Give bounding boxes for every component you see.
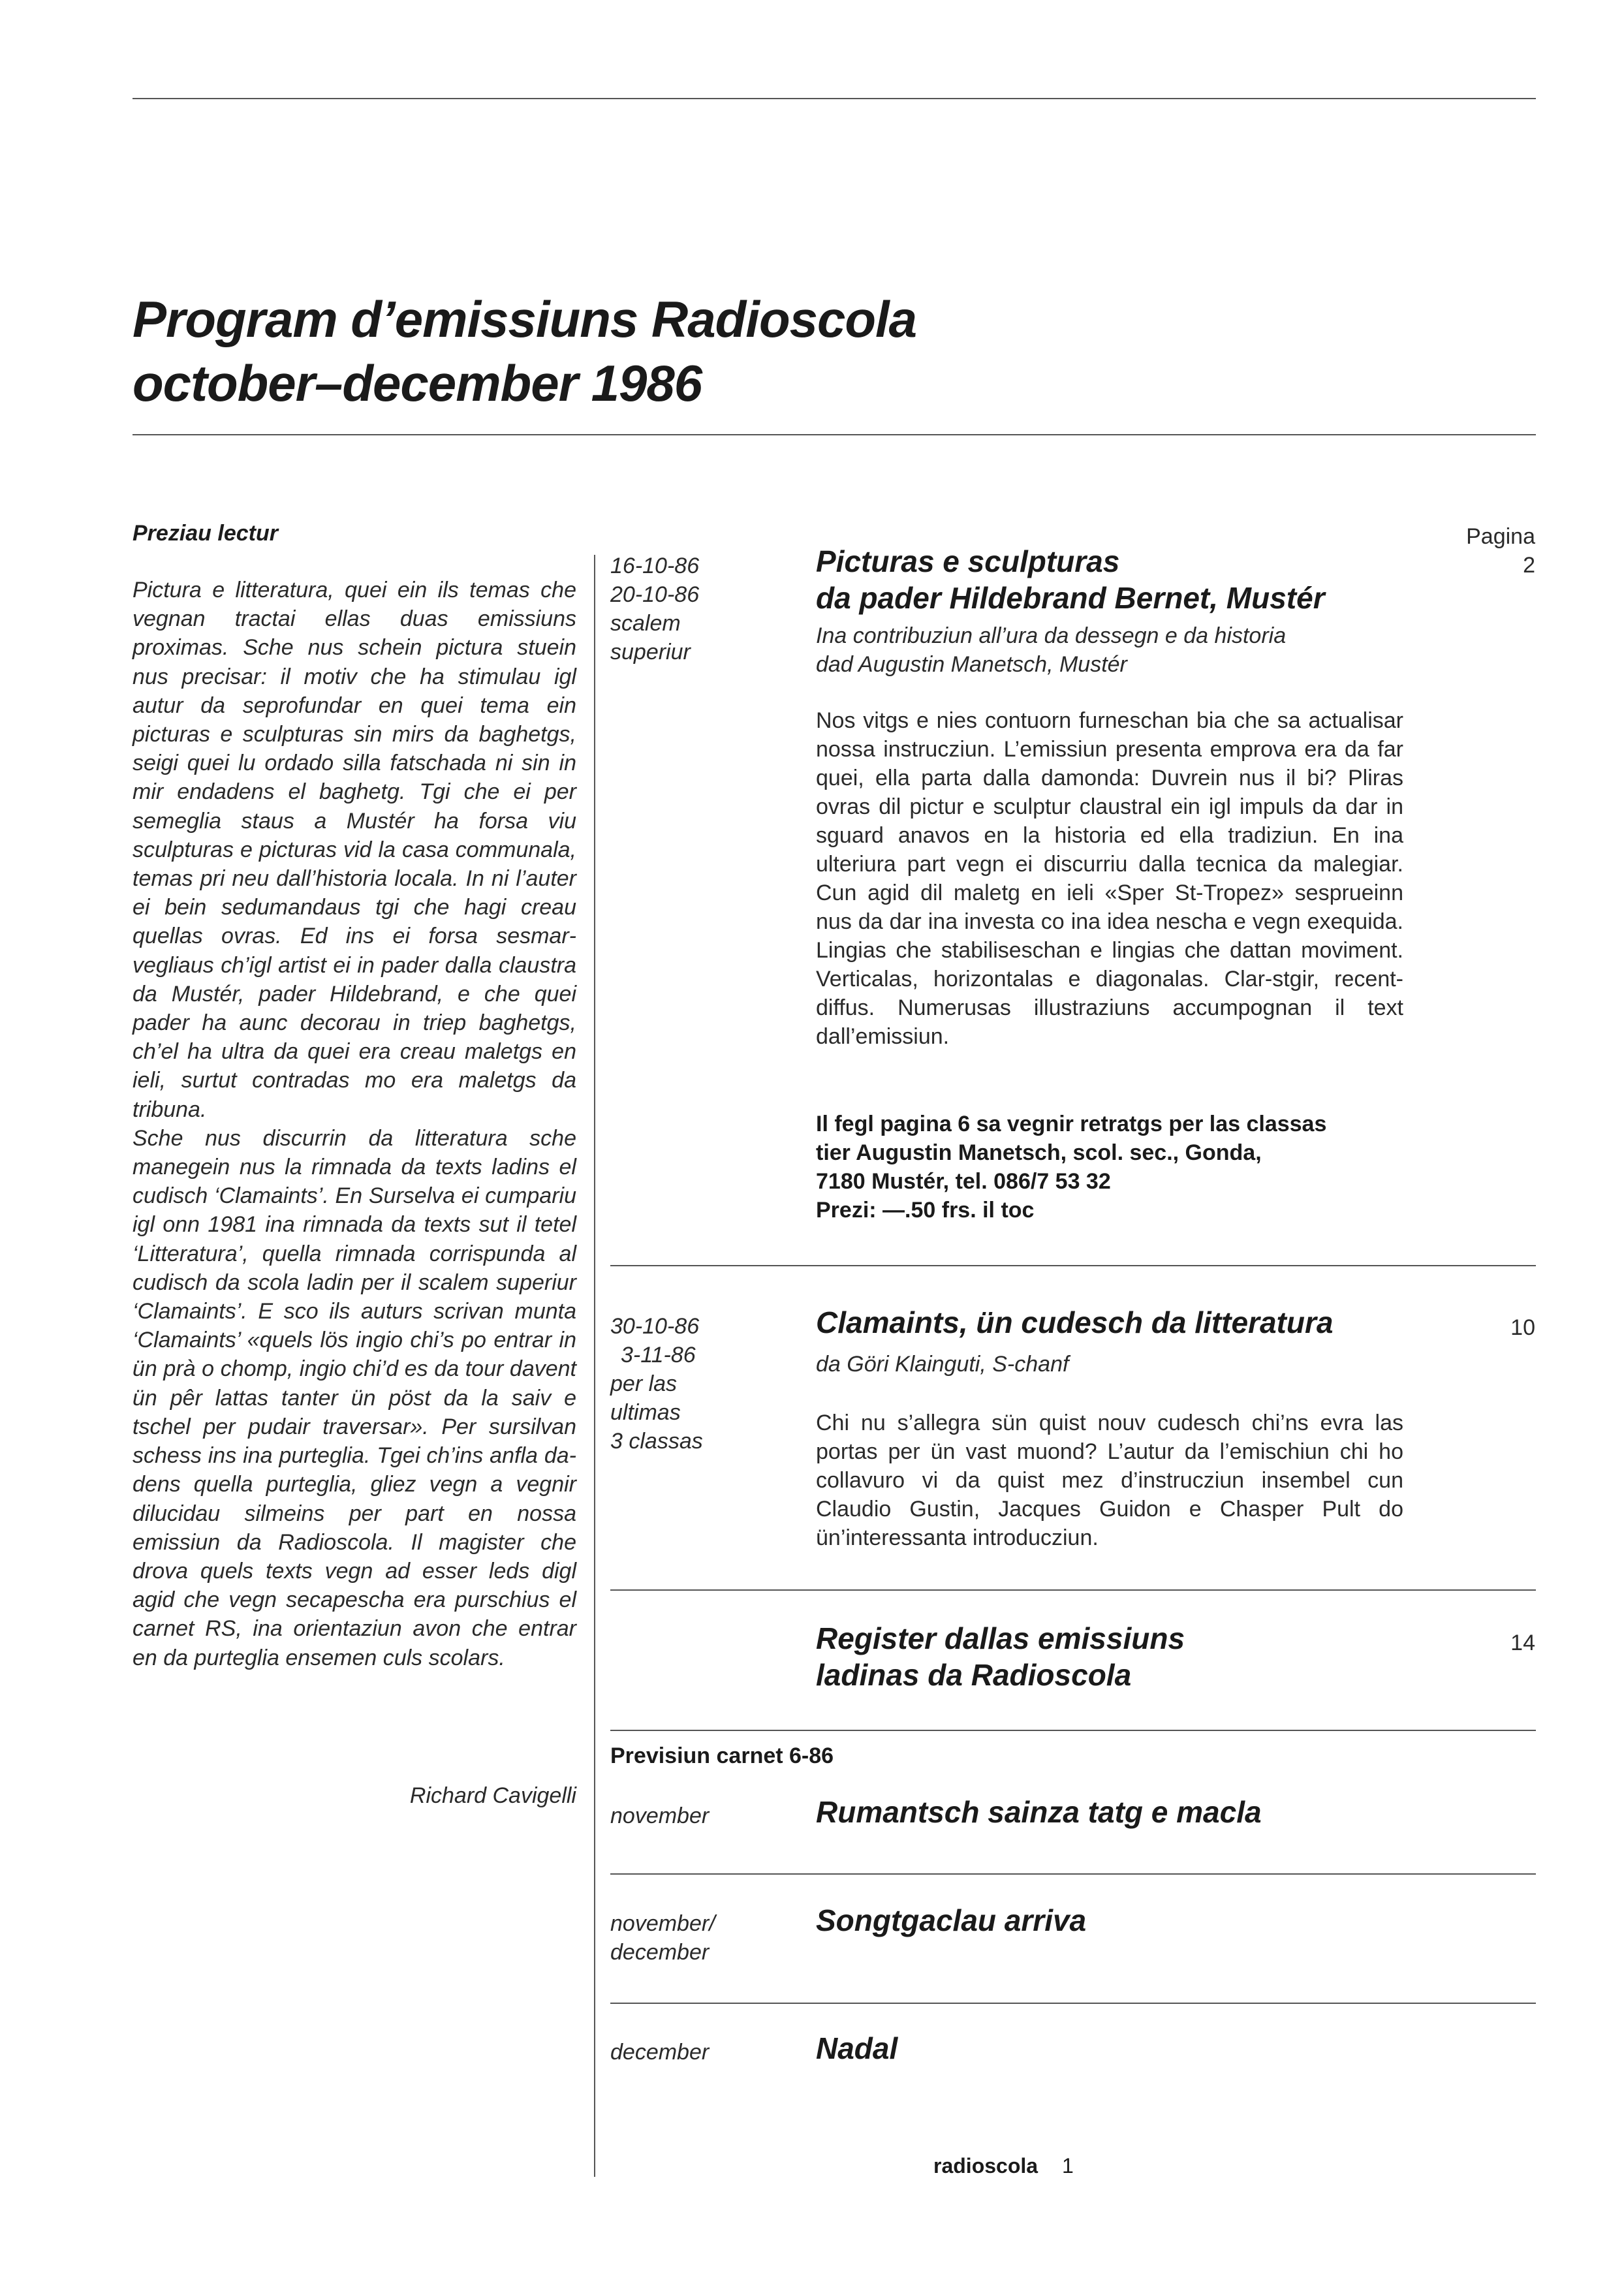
preview-title: Songtgaclau arriva (816, 1903, 1087, 1937)
preview-heading: Previsiun carnet 6-86 (610, 1743, 834, 1768)
preview-when (610, 2038, 709, 2067)
entry-title-line: ladinas da Radioscola (816, 1658, 1132, 1692)
preview-title: Rumantsch sainza tatg e macla (816, 1795, 1262, 1829)
order-line: Il fegl pagina 6 sa vegnir retratgs per las classas (816, 1112, 1327, 1136)
entry-dates (610, 552, 699, 666)
entry-title-line: Register dallas emissiuns (816, 1621, 1185, 1655)
pagina-label: Pagina (1466, 524, 1535, 549)
entry-title (816, 1620, 1185, 1693)
entry-paragraph: Chi nu s’allegra sün quist nouv cudesch chi’ns evra las portas per ün vast muond? L’autur da l’emischiun chi ho collavuro vi da quist mez d’instrucziun insembel cun Claudio Gustin, Jacques Guidon e Chasper Pult do ün’interessanta introducziun. (816, 1411, 1403, 1550)
preview-when-line: december (610, 2040, 710, 2065)
entry-order-info (816, 1110, 1326, 1225)
preview-rule (610, 1873, 1536, 1875)
entry-title (816, 1304, 1333, 1341)
order-line: tier Augustin Manetsch, scol. sec., Gonda, (816, 1140, 1262, 1165)
footer-name: radioscola (933, 2154, 1038, 2178)
entry-title-line: Picturas e sculpturas (816, 544, 1120, 578)
date-line: per las (610, 1371, 678, 1396)
intro-heading: Preziau lectur (133, 521, 278, 546)
entry-description (816, 1409, 1403, 1552)
date-line: superiur (610, 640, 691, 664)
entry-description (816, 706, 1403, 1051)
entry-subtitle (816, 1350, 1069, 1379)
date-line: ultimas (610, 1400, 681, 1425)
entry-page-number: 10 (1510, 1315, 1535, 1340)
entry-subtitle-line: Ina contribuziun all’ura da dessegn e da historia (816, 623, 1287, 648)
footer (933, 2154, 1074, 2178)
date-line: 20-10-86 (610, 582, 700, 607)
entry-dates (610, 1312, 703, 1456)
date-line: scalem (610, 611, 681, 636)
date-line: 3-11-86 (621, 1343, 696, 1367)
intro-text (133, 576, 576, 1672)
entry-title (816, 543, 1325, 616)
entry-rule (610, 1730, 1536, 1731)
column-divider (594, 555, 595, 2177)
entry-page-number: 2 (1523, 553, 1535, 578)
preview-rule (610, 2003, 1536, 2004)
date-line: 30-10-86 (610, 1314, 700, 1339)
preview-title: Nadal (816, 2031, 898, 2065)
order-line: 7180 Mustér, tel. 086/7 53 32 (816, 1169, 1111, 1194)
preview-when (610, 1909, 715, 1967)
intro-paragraph: Pictura e litteratura, quei ein ils temas che vegnan tractai ellas duas emissiuns proximas. Sche nus schein pictura stuein nus precisar: il motiv che ha stimulau igl autur da seprofundar en quei tema ein picturas e sculpturas sin mirs da baghetgs, seigi quei lu ordado silla fatschada ni sin in mir endadens el baghetg. Tgi che ei per semeglia staus a Mustér ha forsa viu sculpturas e picturas vid la casa communala, temas pri neu dall’historia locala. In ni l’auter ei bein sedumandaus tgi che hagi creau quellas ovras. Ed ins ei forsa sesmarvegliaus ch’igl artist ei in pader dalla claustra da Mustér, pader Hildebrand, e che quei pader ha aunc decorau in triep baghetgs, ch’el ha ultra da quei era creau maletgs en ieli, surtut contradas mo era maletgs da tribuna. (133, 578, 576, 1122)
footer-page-number: 1 (1061, 2154, 1074, 2178)
page-title-line2: october–december 1986 (133, 354, 702, 412)
preview-when-line: november/ (610, 1911, 715, 1936)
entry-subtitle-line: da Göri Klainguti, S-chanf (816, 1352, 1069, 1377)
entry-rule (610, 1589, 1536, 1591)
entry-rule (610, 1265, 1536, 1266)
intro-paragraph: Sche nus discurrin da litteratura sche manegein nus la rimnada da texts ladins el cudisch ‘Clamaints’. En Surselva ei cumpariu igl onn 1981 ina rimnada da texts sut il tetel ‘Litteratura’, quella rimnada corrispunda al cudisch da scola ladin per il scalem superiur ‘Clamaints’. E sco ils auturs scrivan munta ‘Clamaints’ «quels lös ingio chi’s po entrar in ün prà o chomp, ingio chi’d es da tour davent ün pêr lattas tanter ün pöst da la saiv e tschel per pudair traversar». Per sursilvan schess ins ina purteglia. Tgei ch’ins anfla dadens quella purteglia, gliez vegn a vegnir dilucidau silmeins per part en nossa emissiun da Radioscola. Il magister che drova quels texts vegn ad esser leds digl agid che vegn secapescha era purschius el carnet RS, ina orientaziun avon che entrar en da purteglia ensemen culs scolars. (133, 1125, 576, 1670)
intro-signature: Richard Cavigelli (409, 1783, 576, 1808)
order-line: Prezi: —.50 frs. il toc (816, 1198, 1035, 1223)
date-line: 16-10-86 (610, 554, 700, 578)
entry-page-number: 14 (1510, 1631, 1535, 1655)
page-title-line1: Program d’emissiuns Radioscola (133, 290, 917, 348)
entry-subtitle-line: dad Augustin Manetsch, Mustér (816, 652, 1127, 677)
entry-paragraph: Nos vitgs e nies contuorn furneschan bia che sa actualisar nossa instrucziun. L’emissiun presenta emprova era da far quei, ella parta dalla damonda: Duvrein nus il bi? Pliras ovras dil pictur e sculptur claustral ein igl impuls da dar in sguard anavos en la historia ed ella tradiziun. En ina ulteriura part vegn ei discurriu dalla tecnica da malegiar. Cun agid dil maletg en ieli «Sper St-Tropez» sesprueinn nus da dar ina investa co ina idea nescha e vegn exequida. Lingias che stabiliseschan e lingias che dattan moviment. Verticalas, horizontalas e diagonalas. Clar-stgir, recent-diffus. Numerusas illustraziuns accumpognan il text dall’emissiun. (816, 708, 1403, 1049)
preview-when (610, 1802, 709, 1830)
title-rule (133, 434, 1536, 435)
date-line: 3 classas (610, 1429, 703, 1454)
entry-title-line: Clamaints, ün cudesch da litteratura (816, 1305, 1334, 1339)
page-title (133, 287, 916, 415)
preview-when-line: november (610, 1803, 710, 1828)
top-rule (133, 98, 1536, 99)
entry-title-line: da pader Hildebrand Bernet, Mustér (816, 581, 1325, 615)
preview-when-line: december (610, 1940, 710, 1965)
entry-subtitle (816, 621, 1286, 679)
